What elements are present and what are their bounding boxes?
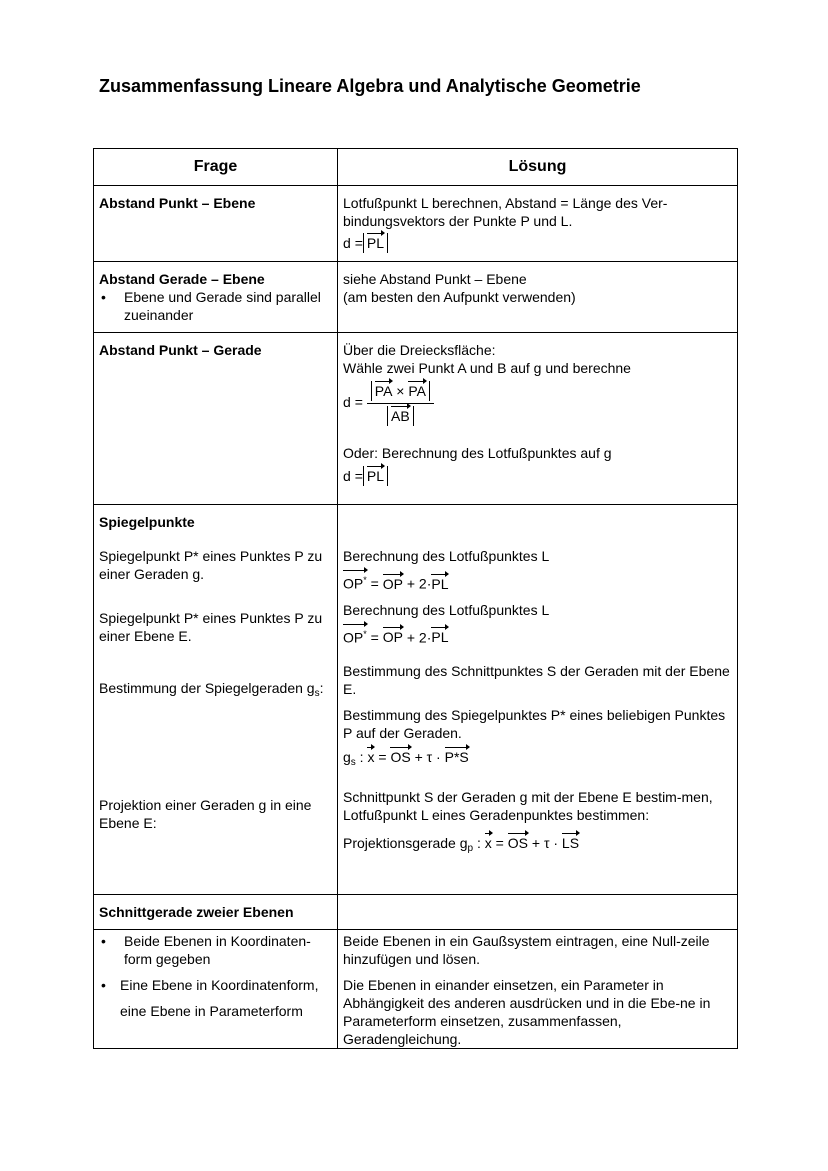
colon: : [473, 835, 485, 852]
answer-text: Die Ebenen in einander einsetzen, ein Parameter in Abhängigkeit des anderen ausdrücken und in die Ebe-ne in Parameterform einsetzen, zusammenfassen, Geradengleichung. [343, 977, 711, 1047]
header-row [94, 149, 738, 186]
vector-pa: PA [374, 383, 393, 399]
question-text [99, 679, 332, 703]
formula-eq: = [354, 394, 363, 411]
answer-text: Schnittpunkt S der Geraden g mit der Ebene E bestim-men, Lotfußpunkt L eines Geradenpunktes bestimmen: [343, 789, 713, 824]
header-loesung: Lösung [338, 149, 738, 186]
formula [343, 625, 732, 647]
formula-eq: = [370, 575, 379, 592]
answer-text: Wähle zwei Punkt A und B auf g und berechne [343, 360, 631, 376]
formula [343, 834, 732, 858]
subscript: s [350, 757, 356, 769]
answer-text: Lotfußpunkt L berechnen, Abstand = Länge des Ver- [343, 195, 668, 211]
list-item [99, 288, 332, 324]
formula [343, 748, 732, 772]
summary-table [93, 148, 738, 1049]
answer-text: Bestimmung des Spiegelpunktes P* eines beliebigen Punktes P auf der Geraden. [343, 707, 726, 742]
page-title: Zusammenfassung Lineare Algebra und Analytische Geometrie [99, 76, 641, 96]
list-item-text-line: Eine Ebene in Koordinatenform, [120, 977, 319, 993]
answer-text: Beide Ebenen in ein Gaußsystem eintragen, eine Null-zeile hinzufügen und lösen. [343, 933, 710, 967]
table-row [94, 505, 738, 895]
times-sign: × [396, 383, 405, 399]
fraction [367, 381, 434, 426]
subscript: p [467, 843, 474, 855]
formula-eq: = [354, 235, 363, 251]
bullet: • [101, 933, 106, 949]
vector-op: OP [382, 629, 403, 646]
formula-tau: + τ · [531, 835, 559, 852]
formula-eq: = [354, 468, 363, 484]
question-label: Abstand Punkt – Ebene [99, 195, 256, 211]
formula [343, 466, 732, 486]
formula-d: d [343, 394, 351, 411]
table-row [94, 930, 738, 1049]
bullet: • [101, 977, 106, 993]
answer-text: (am besten den Aufpunkt verwenden) [343, 289, 576, 305]
table-row [94, 333, 738, 505]
colon: : [319, 680, 324, 696]
vector-pl: PL [431, 629, 449, 646]
formula-g: g [343, 749, 351, 766]
vector-ps: P*S [444, 749, 469, 766]
question-label: Abstand Punkt – Gerade [99, 342, 262, 358]
vector-pl: PL [366, 235, 384, 251]
formula-g: g [459, 835, 468, 852]
list-item [99, 932, 332, 968]
numerator [367, 381, 434, 404]
formula-fraction [343, 381, 732, 426]
formula-tau: + τ · [414, 749, 441, 766]
table-row [94, 895, 738, 930]
table-row [94, 262, 738, 333]
question-text-part: Bestimmung der Spiegelgeraden g [99, 680, 315, 696]
formula-d: d [343, 235, 351, 251]
vector-os: OS [507, 835, 528, 852]
table-row [94, 186, 738, 262]
bullet: • [101, 289, 106, 305]
vector-os: OS [390, 749, 411, 766]
vector-op: OP [382, 575, 403, 592]
answer-text: Berechnung des Lotfußpunktes L [343, 548, 550, 564]
vector-x: x [484, 835, 492, 852]
formula [343, 233, 732, 253]
question-text: Projektion einer Geraden g in eine Ebene E: [99, 797, 312, 831]
abs-bars [363, 233, 388, 253]
answer-text: bindungsvektors der Punkte P und L. [343, 213, 573, 229]
list-item-text: Ebene und Gerade sind parallel zueinander [124, 289, 321, 323]
vector-x: x [367, 749, 375, 766]
answer-text: siehe Abstand Punkt – Ebene [343, 271, 527, 287]
colon: : [355, 749, 368, 766]
vector-ls: LS [561, 835, 580, 852]
header-frage: Frage [94, 149, 338, 186]
list-item [99, 976, 332, 1020]
formula-label: Projektionsgerade [343, 835, 456, 852]
formula [343, 571, 732, 593]
formula-plus: + 2· [406, 629, 432, 646]
question-label: Schnittgerade zweier Ebenen [99, 904, 294, 920]
question-text: Spiegelpunkt P* eines Punktes P zu einer Ebene E. [99, 610, 323, 644]
list-item-text: Beide Ebenen in Koordinaten-form gegeben [124, 933, 311, 967]
vector-pa: PA [408, 383, 427, 399]
formula-d: d [343, 468, 351, 484]
vector-op: OP* [343, 625, 367, 647]
formula-eq: = [378, 749, 387, 766]
vector-pl: PL [431, 575, 449, 592]
question-label: Spiegelpunkte [99, 514, 195, 530]
answer-text: Oder: Berechnung des Lotfußpunktes auf g [343, 445, 612, 461]
vector-ab: AB [391, 408, 410, 424]
answer-text: Bestimmung des Schnittpunktes S der Geraden mit der Ebene E. [343, 663, 730, 698]
formula-eq: = [495, 835, 504, 852]
list-item-text [120, 976, 318, 1020]
denominator [367, 404, 434, 426]
subscript: s [314, 688, 320, 699]
vector-op: OP* [343, 571, 367, 593]
question-text: Spiegelpunkt P* eines Punktes P zu einer Geraden g. [99, 548, 323, 582]
answer-text: Berechnung des Lotfußpunktes L [343, 601, 550, 618]
vector-pl: PL [366, 468, 384, 484]
list-item-text-line: eine Ebene in Parameterform [120, 1003, 303, 1019]
question-label: Abstand Gerade – Ebene [99, 271, 265, 287]
formula-plus: + 2· [406, 575, 432, 592]
answer-text: Über die Dreiecksfläche: [343, 342, 496, 358]
formula-eq: = [370, 629, 379, 646]
